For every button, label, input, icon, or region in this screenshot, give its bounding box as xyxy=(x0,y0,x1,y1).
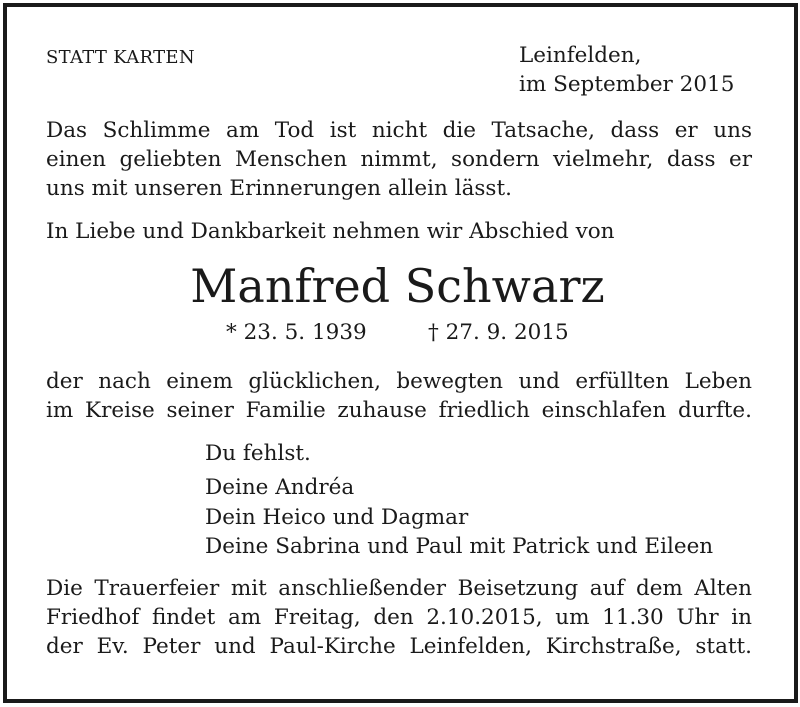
description-line-2: im Kreise seiner Familie zuhause friedlich einschlafen durfte. xyxy=(46,398,752,423)
death-date: † 27. 9. 2015 xyxy=(428,320,569,345)
signature-line: Du fehlst. xyxy=(205,441,311,466)
description-line-1: der nach einem glücklichen, bewegten und erfüllten Leben xyxy=(46,369,752,394)
funeral-line-1: Die Trauerfeier mit anschließender Beisetzung auf dem Alten xyxy=(46,576,752,601)
quote-line-3: uns mit unseren Erinnerungen allein lässt. xyxy=(46,176,512,201)
date-line: im September 2015 xyxy=(519,72,735,97)
funeral-line-2: Friedhof findet am Freitag, den 2.10.2015, um 11.30 Uhr in xyxy=(46,605,752,630)
signature-line: Deine Andréa xyxy=(205,475,355,500)
funeral-line-3: der Ev. Peter und Paul-Kirche Leinfelden, Kirchstraße, statt. xyxy=(46,634,752,659)
birth-date: * 23. 5. 1939 xyxy=(226,320,367,345)
quote-line-2: einen geliebten Menschen nimmt, sondern vielmehr, dass er xyxy=(46,147,752,172)
intro-line: In Liebe und Dankbarkeit nehmen wir Abschied von xyxy=(46,219,615,244)
quote-line-1: Das Schlimme am Tod ist nicht die Tatsache, dass er uns xyxy=(46,118,752,143)
place-line: Leinfelden, xyxy=(519,43,642,68)
signature-line: Deine Sabrina und Paul mit Patrick und Eileen xyxy=(205,534,714,559)
signature-line: Dein Heico und Dagmar xyxy=(205,505,469,530)
statt-karten-label: STATT KARTEN xyxy=(46,47,195,68)
deceased-name: Manfred Schwarz xyxy=(190,259,605,313)
